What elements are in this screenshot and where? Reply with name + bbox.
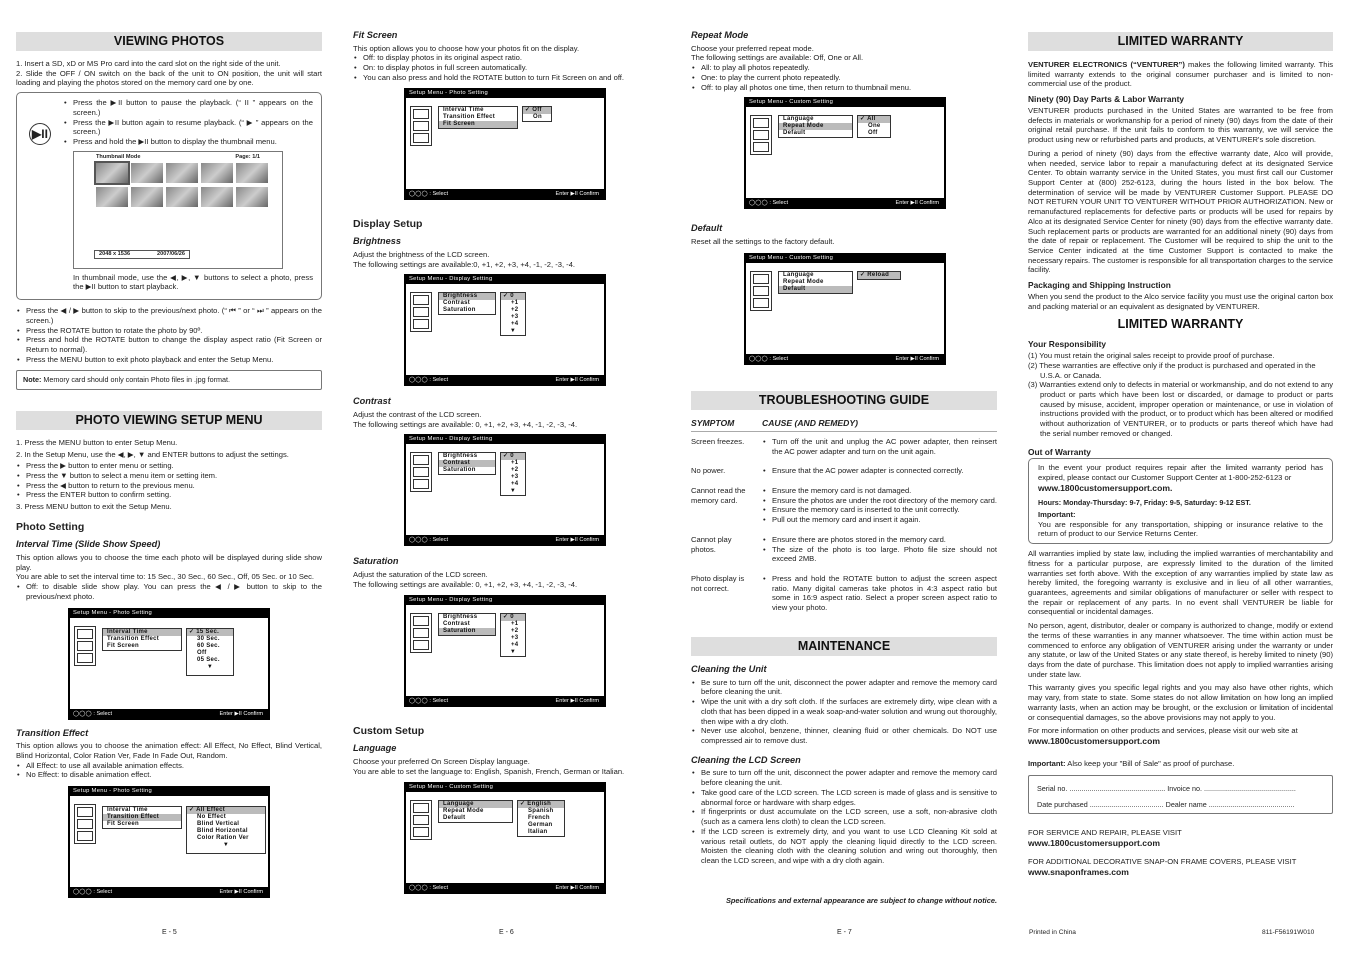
clean-lcd-bullet-3: • If fingerprints or dust accumulate on the LCD screen, use a soft, non-abrasive cloth (such as a camera lens cloth) to clean the LCD screen. (691, 807, 997, 826)
menu-default[interactable]: Default (443, 815, 466, 822)
option-label: All Effect (196, 807, 226, 814)
nav-icons: ◯◯◯ (73, 889, 92, 896)
option[interactable]: +3 (511, 474, 519, 481)
contrast-p: Adjust the contrast of the LCD screen. (353, 410, 482, 420)
setup-bullet-1: • Press the ▶ button to enter menu or setting. (16, 461, 322, 471)
fit-p: This option allows you to choose how your photos fit on the display. (353, 43, 580, 53)
box-item-1: • Press the ▶II button to pause the playback. (“ II ” appears on the screen.) (63, 98, 313, 117)
setup-step-2: 2. In the Setup Menu, use the ◀, ▶, ▼ and ENTER buttons to adjust the settings. (16, 450, 289, 460)
thumbnail[interactable] (236, 187, 268, 207)
box-item-2: • Press the ▶II button again to resume playback. (“ ▶ ” appears on the screen.) (63, 118, 313, 137)
cause-cell: • The size of the photo is too large. Photo file size should not exceed 2MB. (762, 545, 997, 564)
resp-item-2: (2) These warranties are effective only if the product is purchased and operated in the U.S.A. or Canada. (1028, 360, 1316, 380)
table-row (691, 437, 997, 458)
option[interactable]: +1 (511, 620, 519, 627)
transition-bullet-1: • All Effect: to use all available animation effects. (16, 761, 322, 771)
menu-default[interactable]: Default (779, 286, 852, 293)
resp-item-1: (1) You must retain the original sales receipt to provide proof of purchase. (1028, 351, 1275, 361)
confirm-hint: Enter ▶II Confirm (555, 537, 599, 544)
option-label: Reload (867, 271, 890, 278)
thumbnail[interactable] (166, 163, 198, 183)
nav-icons: ◯◯◯ (409, 377, 428, 384)
option-selected[interactable] (187, 629, 233, 636)
contrast-heading: Contrast (353, 396, 391, 407)
thumbnail[interactable] (201, 187, 233, 207)
bullet-menu: • Press the MENU button to exit photo playback and enter the Setup Menu. (16, 355, 322, 365)
bullet-rotate: • Press the ROTATE button to rotate the photo by 90º. (16, 326, 322, 336)
symptom-header: SYMPTOM (691, 417, 735, 428)
option[interactable]: +2 (511, 627, 519, 634)
cause-cell: • Ensure that the AC power adapter is connected correctly. (762, 466, 997, 476)
more-info-url[interactable]: www.1800customersupport.com (1028, 736, 1160, 747)
column-warranty (1028, 28, 1333, 878)
menu-fit[interactable]: Fit Screen (107, 642, 140, 649)
check-icon: ✓ (189, 807, 195, 814)
option[interactable]: German (528, 822, 553, 829)
screen-default (744, 253, 946, 365)
scroll-down-icon[interactable]: ▼ (206, 663, 214, 670)
symptom-cell: No power. (691, 466, 726, 476)
setup-step-1: 1. Press the MENU button to enter Setup Menu. (16, 437, 178, 447)
clean-lcd-bullet-1: • Be sure to turn off the unit, disconnect the power adapter and remove the memory card before cleaning the unit. (691, 768, 997, 787)
display-setup-heading: Display Setup (353, 217, 423, 230)
scroll-down-icon[interactable]: ▼ (222, 842, 230, 849)
option[interactable]: Off (868, 130, 878, 137)
menu-transition[interactable]: Transition Effect (443, 113, 496, 120)
table-row (691, 486, 997, 527)
page-number-e7: E - 7 (837, 929, 852, 936)
thumb-caption: In thumbnail mode, use the ◀, ▶, ▼ buttons to select a photo, press the ▶II button to start playback. (73, 272, 313, 292)
option[interactable]: 60 Sec. (197, 642, 220, 649)
screen-title: Setup Menu - Custom Setting (409, 784, 494, 791)
option[interactable]: +3 (511, 634, 519, 641)
ninety-day-heading: Ninety (90) Day Parts & Labor Warranty (1028, 94, 1185, 105)
confirm-hint: Enter ▶II Confirm (895, 355, 939, 362)
menu-transition[interactable]: Transition Effect (103, 814, 181, 821)
option[interactable]: +2 (511, 467, 519, 474)
option-label: 15 Sec. (196, 628, 220, 635)
column-e7 (691, 28, 997, 909)
bill-text: Also keep your "Bill of Sale" as proof of purchase. (1067, 759, 1235, 769)
nav-icons: ◯◯◯ (749, 355, 768, 362)
thumbnail[interactable] (96, 187, 128, 207)
warranty-title: LIMITED WARRANTY (1028, 32, 1333, 51)
screen-title: Setup Menu - Display Setting (409, 436, 493, 443)
option[interactable]: 30 Sec. (197, 635, 220, 642)
note-label: Note: (23, 375, 42, 385)
screen-contrast (404, 434, 606, 546)
warranty-intro (1028, 60, 1333, 89)
menu-contrast[interactable]: Contrast (443, 300, 471, 307)
fit-bullet-3: • You can also press and hold the ROTATE button to turn Fit Screen on and off. (353, 73, 655, 83)
note-text: Memory card should only contain Photo files in .jpg format. (43, 375, 230, 385)
thumb-resolution: 2048 x 1536 (99, 250, 131, 257)
option[interactable]: 05 Sec. (197, 656, 220, 663)
thumb-page: Page: 1/1 (235, 153, 260, 160)
symptom-cell: Cannot read the memory card. (691, 486, 746, 505)
confirm-hint: Enter ▶II Confirm (555, 885, 599, 892)
date-line: Date purchased ..................................... Dealer name ........................................... (1037, 799, 1295, 809)
cause-cell: • Ensure the memory card is inserted to the unit correctly. (762, 505, 997, 515)
select-hint: : Select (429, 537, 448, 544)
menu-saturation[interactable]: Saturation (439, 628, 495, 635)
oow-p: In the event your product requires repair after the limited warranty period has expired, please contact our Customer Support Center at 1-800-252-6123 or (1038, 463, 1323, 482)
screen-brightness (404, 274, 606, 386)
warranty-title-2: LIMITED WARRANTY (1117, 317, 1244, 332)
thumbnail[interactable] (131, 187, 163, 207)
repeat-p2: The following settings are available: Off, One or All. (691, 53, 864, 63)
cause-cell: • Ensure there are photos stored in the memory card. (762, 535, 997, 545)
option[interactable]: Blind Vertical (197, 821, 240, 828)
option[interactable]: On (533, 113, 542, 120)
clean-unit-bullet-2: • Wipe the unit with a dry soft cloth. If the surfaces are extremely dirty, wipe clean with a cloth that has been dipped in a weak soap-and-water solution and wrung out thoroughly, then wipe with a dry cloth. (691, 697, 997, 726)
table-row (691, 535, 997, 566)
option-label: Off (532, 106, 542, 113)
transition-bullet-2: • No Effect: to disable animation effect. (16, 770, 322, 780)
cause-cell: • Pull out the memory card and insert it again. (762, 515, 997, 525)
rights-p: This warranty gives you specific legal rights and you may also have other rights, which may vary, from state to state. Some states do not allow limitation on how long an implied warranty lasts, when an action may be brought, or the exclusion or limitation of incidental or consequential damages, so the above provisions may not apply to you. (1028, 683, 1333, 722)
photo-setting-heading: Photo Setting (16, 520, 85, 533)
venturer-name: VENTURER ELECTRONICS (“VENTURER”) (1028, 60, 1185, 69)
thumbnail[interactable] (201, 163, 233, 183)
check-icon: ✓ (503, 293, 509, 300)
menu-brightness[interactable]: Brightness (443, 613, 478, 620)
screen-title: Setup Menu - Custom Setting (749, 254, 834, 261)
option[interactable]: +2 (511, 307, 519, 314)
check-icon: ✓ (860, 116, 866, 123)
table-row (691, 574, 997, 615)
option[interactable]: One (868, 123, 881, 130)
check-icon: ✓ (189, 628, 195, 635)
menu-language[interactable]: Language (439, 801, 512, 808)
menu-contrast[interactable]: Contrast (443, 620, 471, 627)
responsibility-heading: Your Responsibility (1028, 339, 1107, 350)
saturation-p2: The following settings are available: 0, +1, +2, +3, +4, -1, -2, -3, -4. (353, 579, 578, 589)
bill-of-sale (1028, 759, 1333, 769)
thumbnail-screen (73, 151, 283, 269)
option[interactable]: Blind Horizontal (197, 828, 248, 835)
setup-bullet-4: • Press the ENTER button to confirm setting. (16, 490, 322, 500)
transition-heading: Transition Effect (16, 727, 89, 738)
option[interactable]: +4 (511, 321, 519, 328)
no-person-p: No person, agent, distributor, dealer or company is authorized to change, modify or extend the terms of these warranties in any manner whatsoever. The time within action must be commenced to enforce any obligation of VENTURER arising under the warranty or under any statute, or law of the United States or any state thereof, is hereby limited to ninety (90) days from the date of purchase. This limitation does not apply to implied warranties arising under state law. (1028, 621, 1333, 679)
scroll-down-icon[interactable]: ▼ (509, 328, 517, 335)
check-icon: ✓ (520, 801, 526, 808)
menu-brightness[interactable]: Brightness (443, 453, 478, 460)
step-1: 1. Insert a SD, xD or MS Pro card into the card slot on the right side of the unit. (16, 59, 281, 68)
clean-unit-bullet-3: • Never use alcohol, benzene, thinner, cleaning fluid or other chemicals. Do NOT use compressed air to remove dust. (691, 726, 997, 745)
part-code: 811-F56191W010 (1262, 929, 1315, 936)
cleaning-lcd-heading: Cleaning the LCD Screen (691, 754, 801, 765)
custom-setup-heading: Custom Setup (353, 724, 425, 737)
setup-step-3: 3. Press MENU button to exit the Setup Menu. (16, 502, 172, 511)
column-e6 (353, 28, 655, 894)
option[interactable]: +4 (511, 481, 519, 488)
repeat-p: Choose your preferred repeat mode. (691, 43, 814, 53)
ninety-p2: During a period of ninety (90) days from the effective warranty date, Alco will provide, when needed, service labor to repair a manufacturing defect at its designated Service Center. To obtain warranty service in the United States, you must first call our Customer Support Center at (800) 252-6123, during the hours listed in the box below. The determination of service will be made by VENTURER Customer Support. PLEASE DO NOT RETURN YOUR UNIT TO VENTURER WITHOUT PRIOR AUTHORIZATION. New or remanufactured replacements for defective parts or products will be used for repairs by Alco at its designated Service Center for ninety (90) days from the effective warranty date. Such replacement parts or products are warranted for an additional ninety (90) days from the date of repair or replacement. The Customer will be required to ship the unit to the Service Center indicated at the time Customer Support is contacted to make the necessary repairs. The customer is responsible for all transportation charges to the service facility. (1028, 148, 1333, 275)
symptom-cell: Screen freezes. (691, 436, 745, 446)
screen-title: Setup Menu - Display Setting (409, 596, 493, 603)
saturation-p: Adjust the saturation of the LCD screen. (353, 570, 488, 580)
transition-p: This option allows you to choose the animation effect: All Effect, No Effect, Blind Vertical, Blind Horizontal, Color Ration Ver, Fade In Fade Out, Random. (16, 741, 322, 760)
screen-title: Setup Menu - Custom Setting (749, 99, 834, 106)
confirm-hint: Enter ▶II Confirm (555, 697, 599, 704)
implied-p: All warranties implied by state law, including the implied warranties of merchantability and fitness for a particular purpose, are expressly limited to the duration of the limited warranties set forth above. With the exception of any warranties implied by state law as hereby limited, the foregoing warranty is exclusive and in lieu of all other warranties, guarantees, agreements and similar obligations of manufacturer or seller with respect to the repair or replacement of any parts. In no event shall VENTURER be liable for consequential or incidental damages. (1028, 549, 1333, 617)
brightness-p: Adjust the brightness of the LCD screen. (353, 249, 490, 259)
serial-line: Serial no. ................................................ Invoice no. .............................................. (1037, 783, 1296, 793)
option[interactable]: Spanish (528, 808, 554, 815)
option-selected[interactable] (501, 453, 525, 460)
select-hint: : Select (769, 355, 788, 362)
packaging-heading: Packaging and Shipping Instruction (1028, 280, 1171, 291)
screen-transition (68, 786, 270, 898)
troubleshooting-table (691, 437, 997, 615)
select-hint: : Select (429, 377, 448, 384)
menu-repeat[interactable]: Repeat Mode (443, 808, 484, 815)
option[interactable]: Italian (528, 829, 548, 836)
important-text: You are responsible for any transportation, shipping or insurance relative to the return of product to our Service Returns Center. (1038, 519, 1323, 539)
confirm-hint: Enter ▶II Confirm (555, 190, 599, 197)
option[interactable]: Color Ration Ver (197, 835, 249, 842)
confirm-hint: Enter ▶II Confirm (555, 377, 599, 384)
thumbnail[interactable] (96, 163, 128, 183)
playback-box (16, 92, 322, 300)
cause-cell: • Ensure the photos are under the root directory of the memory card. (762, 496, 997, 506)
menu-contrast[interactable]: Contrast (439, 460, 495, 467)
box-item-3: • Press and hold the ▶II button to display the thumbnail menu. (63, 137, 313, 147)
select-hint: : Select (93, 889, 112, 896)
menu-language[interactable]: Language (783, 271, 814, 278)
repeat-heading: Repeat Mode (691, 30, 749, 40)
menu-default[interactable]: Default (783, 130, 806, 137)
clean-lcd-bullet-2: • Take good care of the LCD screen. The LCD screen is made of glass and is sensitive to abnormal force or hardware with sharp edges. (691, 788, 997, 807)
option[interactable]: Off (197, 649, 207, 656)
repeat-bullet-1: • All: to play all photos repeatedly. (691, 63, 997, 73)
troubleshooting-title: TROUBLESHOOTING GUIDE (691, 391, 997, 410)
page-number-e5: E - 5 (162, 929, 177, 936)
menu-interval[interactable]: Interval Time (103, 629, 181, 636)
more-info-p: For more information on other products and services, please visit our web site at (1028, 726, 1298, 736)
default-p: Reset all the settings to the factory default. (691, 237, 835, 247)
language-p2: You are able to set the language to: English, Spanish, French, German or Italian. (353, 766, 625, 776)
repeat-bullet-2: • One: to play the current photo repeatedly. (691, 73, 997, 83)
support-hours: Hours: Monday-Thursday: 9-7, Friday: 9-5, Saturday: 9-12 EST. (1038, 497, 1251, 507)
confirm-hint: Enter ▶II Confirm (219, 710, 263, 717)
select-hint: : Select (93, 710, 112, 717)
printed-in: Printed in China (1029, 929, 1076, 936)
fit-bullet-2: • On: to display photos in full screen automatically. (353, 63, 655, 73)
confirm-hint: Enter ▶II Confirm (219, 889, 263, 896)
screen-title: Setup Menu - Photo Setting (73, 609, 153, 616)
option-selected[interactable] (187, 807, 265, 814)
interval-heading: Interval Time (Slide Show Speed) (16, 539, 161, 550)
page-number-e6: E - 6 (499, 929, 514, 936)
brightness-p2: The following settings are available:0, +1, +2, +3, +4, -1, -2, -3, -4. (353, 259, 576, 269)
check-icon: ✓ (860, 271, 866, 278)
column-e5 (16, 28, 322, 898)
screen-title: Setup Menu - Display Setting (409, 276, 493, 283)
screen-language (404, 782, 606, 894)
intro-text: makes the following limited warranty. This limited warranty extends to the original consumer purchaser and is limited to non-commercial use of the product. (1028, 60, 1333, 89)
thumbnail[interactable] (166, 187, 198, 207)
setup-bullet-3: • Press the ◀ button to return to the previous menu. (16, 481, 322, 491)
important-label: Important: (1038, 509, 1076, 519)
option[interactable]: +1 (511, 300, 519, 307)
play-pause-icon: ▶II (29, 123, 51, 145)
bullet-skip: • Press the ◀ / ▶ button to skip to the previous/next photo. (“ ⏮ ” or “ ⏭ ” appears on the screen.) (16, 306, 322, 325)
out-of-warranty-heading: Out of Warranty (1028, 446, 1091, 457)
interval-p1: This option allows you to choose the time each photo will be displayed during slide show play. (16, 552, 322, 572)
clean-lcd-bullet-4: • If the LCD screen is extremely dirty, and you want to use LCD Cleaning Kit sold at various retail outlets, do NOT apply the cleaning liquid directly to the LCD screen. Moisten the cleaning cloth with the cleaning solution and wring out thoroughly, then clean the LCD screen, and wipe with a dry cloth again. (691, 827, 997, 866)
frames-text: FOR ADDITIONAL DECORATIVE SNAP-ON FRAME COVERS, PLEASE VISIT (1028, 856, 1297, 866)
screen-title: Setup Menu - Photo Setting (73, 788, 153, 795)
spec-notice: Specifications and external appearance are subject to change without notice. (725, 895, 997, 905)
cleaning-unit-heading: Cleaning the Unit (691, 663, 767, 674)
check-icon: ✓ (525, 106, 531, 113)
screen-interval (68, 608, 270, 720)
contrast-p2: The following settings are available: 0, +1, +2, +3, +4, -1, -2, -3, -4. (353, 419, 578, 429)
note-box (16, 370, 322, 389)
check-icon: ✓ (503, 453, 509, 460)
symptom-cell: Photo display is not correct. (691, 574, 745, 593)
option-label: 0 (510, 453, 514, 460)
setup-menu-title: PHOTO VIEWING SETUP MENU (16, 411, 322, 430)
cause-header: CAUSE (AND REMEDY) (762, 417, 858, 428)
nav-icons: ◯◯◯ (73, 710, 92, 717)
option[interactable]: +3 (511, 314, 519, 321)
screen-repeat (744, 97, 946, 209)
option-label: 0 (510, 613, 514, 620)
thumbnail[interactable] (236, 163, 268, 183)
out-of-warranty-box (1028, 458, 1333, 544)
interval-p2: You are able to set the interval time to: 15 Sec., 30 Sec., 60 Sec., Off, 05 Sec. or 10 Sec. (16, 572, 315, 582)
screen-fit (404, 88, 606, 200)
menu-interval[interactable]: Interval Time (443, 106, 484, 113)
menu-repeat[interactable]: Repeat Mode (779, 123, 852, 130)
option[interactable]: +4 (511, 641, 519, 648)
nav-icons: ◯◯◯ (749, 200, 768, 207)
confirm-hint: Enter ▶II Confirm (895, 200, 939, 207)
bill-label: Important: (1028, 759, 1066, 769)
viewing-photos-title: VIEWING PHOTOS (16, 32, 322, 51)
ninety-p1: VENTURER products purchased in the United States are warranted to be free from defects in materials or workmanship for a period of ninety (90) days from the date of their original retail purchase. If the unit fails to conform to this warranty, we will service the product using new or refurbished parts and products, at VENTURER's sole discretion. (1028, 105, 1333, 145)
option-label: 0 (510, 293, 514, 300)
step-2: 2. Slide the OFF / ON switch on the back of the unit to ON position, the unit will start loading and playing the photos stored on the memory card one by one. (16, 68, 322, 88)
menu-transition[interactable]: Transition Effect (107, 635, 160, 642)
option-selected[interactable] (518, 801, 564, 808)
thumb-date: 2007/06/26 (157, 250, 185, 257)
oow-url[interactable]: www.1800customersupport.com. (1038, 482, 1173, 493)
interval-bullet: • Off: to disable slide show play. You can press the ◀ / ▶ button to skip to the previous/next photo. (16, 582, 322, 601)
setup-bullet-2: • Press the ▼ button to select a menu item or setting item. (16, 471, 322, 481)
option-selected[interactable] (523, 107, 551, 114)
select-hint: : Select (429, 190, 448, 197)
option[interactable]: French (528, 815, 550, 822)
option-label: English (527, 801, 552, 808)
scroll-down-icon[interactable]: ▼ (509, 488, 517, 495)
nav-icons: ◯◯◯ (409, 537, 428, 544)
menu-fit[interactable]: Fit Screen (107, 821, 140, 828)
maintenance-title: MAINTENANCE (691, 637, 997, 656)
fit-bullet-1: • Off: to display photos in its original aspect ratio. (353, 53, 655, 63)
bullet-aspect: • Press and hold the ROTATE button to change the display aspect ratio (Fit Screen or Return to normal). (16, 335, 322, 354)
cause-cell: • Turn off the unit and unplug the AC power adapter, then reinsert the AC power adapter and turn on the unit again. (762, 437, 997, 456)
menu-saturation[interactable]: Saturation (443, 307, 476, 314)
frames-url[interactable]: www.snaponframes.com (1028, 866, 1129, 877)
option-selected[interactable] (501, 614, 525, 621)
packaging-p: When you send the product to the Alco service facility you must use the original carton box and packing material or an equivalent as designated by VENTURER. (1028, 291, 1333, 311)
scroll-down-icon[interactable]: ▼ (509, 648, 517, 655)
screen-saturation (404, 595, 606, 707)
select-hint: : Select (429, 885, 448, 892)
fit-heading: Fit Screen (353, 30, 398, 40)
language-p: Choose your preferred On Screen Display language. (353, 756, 530, 766)
nav-icons: ◯◯◯ (409, 885, 428, 892)
select-hint: : Select (429, 697, 448, 704)
option[interactable]: +1 (511, 460, 519, 467)
purchase-record-box (1028, 775, 1333, 814)
saturation-heading: Saturation (353, 556, 399, 567)
service-url[interactable]: www.1800customersupport.com (1028, 837, 1160, 848)
cause-cell: • Ensure the memory card is not damaged. (762, 486, 997, 496)
nav-icons: ◯◯◯ (409, 190, 428, 197)
default-heading: Default (691, 223, 723, 234)
thumbnail[interactable] (131, 163, 163, 183)
menu-repeat[interactable]: Repeat Mode (783, 278, 824, 285)
cause-cell: • Press and hold the ROTATE button to adjust the screen aspect ratio. Many digital cameras take photos in 4:3 aspect ratio but some in 16:9 aspect ratio. Select a proper screen aspect ratio to view your photo. (762, 574, 997, 613)
nav-icons: ◯◯◯ (409, 697, 428, 704)
menu-fit[interactable]: Fit Screen (439, 121, 517, 128)
service-text: FOR SERVICE AND REPAIR, PLEASE VISIT (1028, 828, 1182, 838)
brightness-heading: Brightness (353, 236, 401, 247)
option-selected[interactable] (501, 293, 525, 300)
menu-interval[interactable]: Interval Time (107, 807, 148, 814)
option[interactable]: No Effect (197, 814, 227, 821)
resp-item-3: (3) Warranties extend only to defects in material or workmanship, and do not extend to any product or parts which have been lost or discarded, or damage to product or parts caused by misuse, accident, improper operation or maintenance, or use in violation of instructions provided with the product, or to product which has been altered or modified without authorization of VENTURER, or to products or parts thereof which have had the serial number removed or changed. (1028, 380, 1333, 438)
menu-brightness[interactable]: Brightness (439, 293, 495, 300)
clean-unit-bullet-1: • Be sure to turn off the unit, disconnect the power adapter and remove the memory card before cleaning the unit. (691, 678, 997, 697)
menu-saturation[interactable]: Saturation (443, 467, 476, 474)
language-heading: Language (353, 743, 397, 754)
thumb-title: Thumbnail Mode (96, 153, 141, 160)
menu-language[interactable]: Language (783, 116, 814, 123)
symptom-cell: Cannot play photos. (691, 534, 732, 554)
repeat-bullet-3: • Off: to play all photos one time, then return to thumbnail menu. (691, 83, 997, 93)
option-selected[interactable] (858, 116, 890, 123)
table-row (691, 466, 997, 478)
option-selected[interactable] (858, 272, 900, 279)
check-icon: ✓ (503, 613, 509, 620)
screen-title: Setup Menu - Photo Setting (409, 89, 489, 96)
select-hint: : Select (769, 200, 788, 207)
option-label: All (867, 116, 876, 123)
thumbnail-grid (96, 163, 282, 207)
